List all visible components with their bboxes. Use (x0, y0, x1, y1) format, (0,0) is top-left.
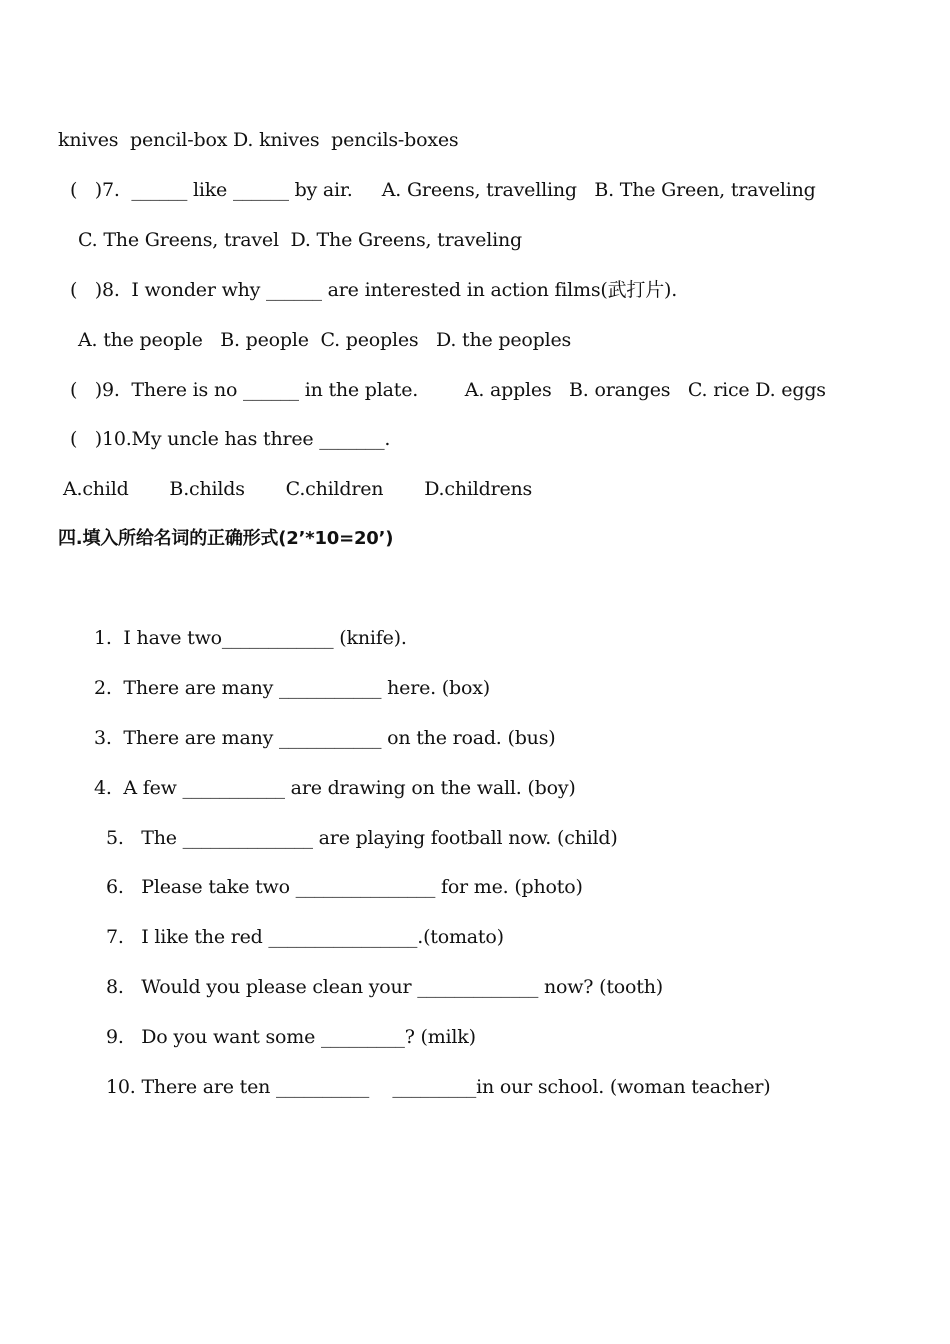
question-9: ( )9. There is no ______ in the plate. A. apples B. oranges C. rice D. eggs (70, 379, 826, 401)
section-4-heading: 四.填入所给名词的正确形式(2’*10=20’) (58, 528, 394, 549)
question-8: ( )8. I wonder why ______ are interested in action films(武打片). (70, 279, 678, 301)
fill-item-9: 9. Do you want some _________? (milk) (106, 1026, 476, 1048)
fill-item-6: 6. Please take two _______________ for me. (photo) (106, 876, 583, 898)
fill-item-7: 7. I like the red ________________.(tomato) (106, 926, 504, 948)
fill-item-4: 4. A few ___________ are drawing on the wall. (boy) (94, 777, 576, 799)
fill-item-1: 1. I have two____________ (knife). (94, 627, 407, 649)
question-10: ( )10.My uncle has three _______. (70, 428, 391, 450)
options-continuation-q6: knives pencil-box D. knives pencils-boxes (58, 129, 459, 151)
question-7: ( )7. ______ like ______ by air. A. Greens, travelling B. The Green, traveling (70, 179, 816, 201)
fill-item-2: 2. There are many ___________ here. (box) (94, 677, 490, 699)
fill-item-10: 10. There are ten __________ _________in our school. (woman teacher) (106, 1076, 771, 1098)
question-10-options: A.child B.childs C.children D.childrens (63, 478, 533, 500)
question-7-options: C. The Greens, travel D. The Greens, traveling (78, 229, 522, 251)
fill-item-3: 3. There are many ___________ on the road. (bus) (94, 727, 556, 749)
fill-item-5: 5. The ______________ are playing football now. (child) (106, 827, 618, 849)
question-8-options: A. the people B. people C. peoples D. the peoples (78, 329, 572, 351)
fill-item-8: 8. Would you please clean your _____________ now? (tooth) (106, 976, 663, 998)
